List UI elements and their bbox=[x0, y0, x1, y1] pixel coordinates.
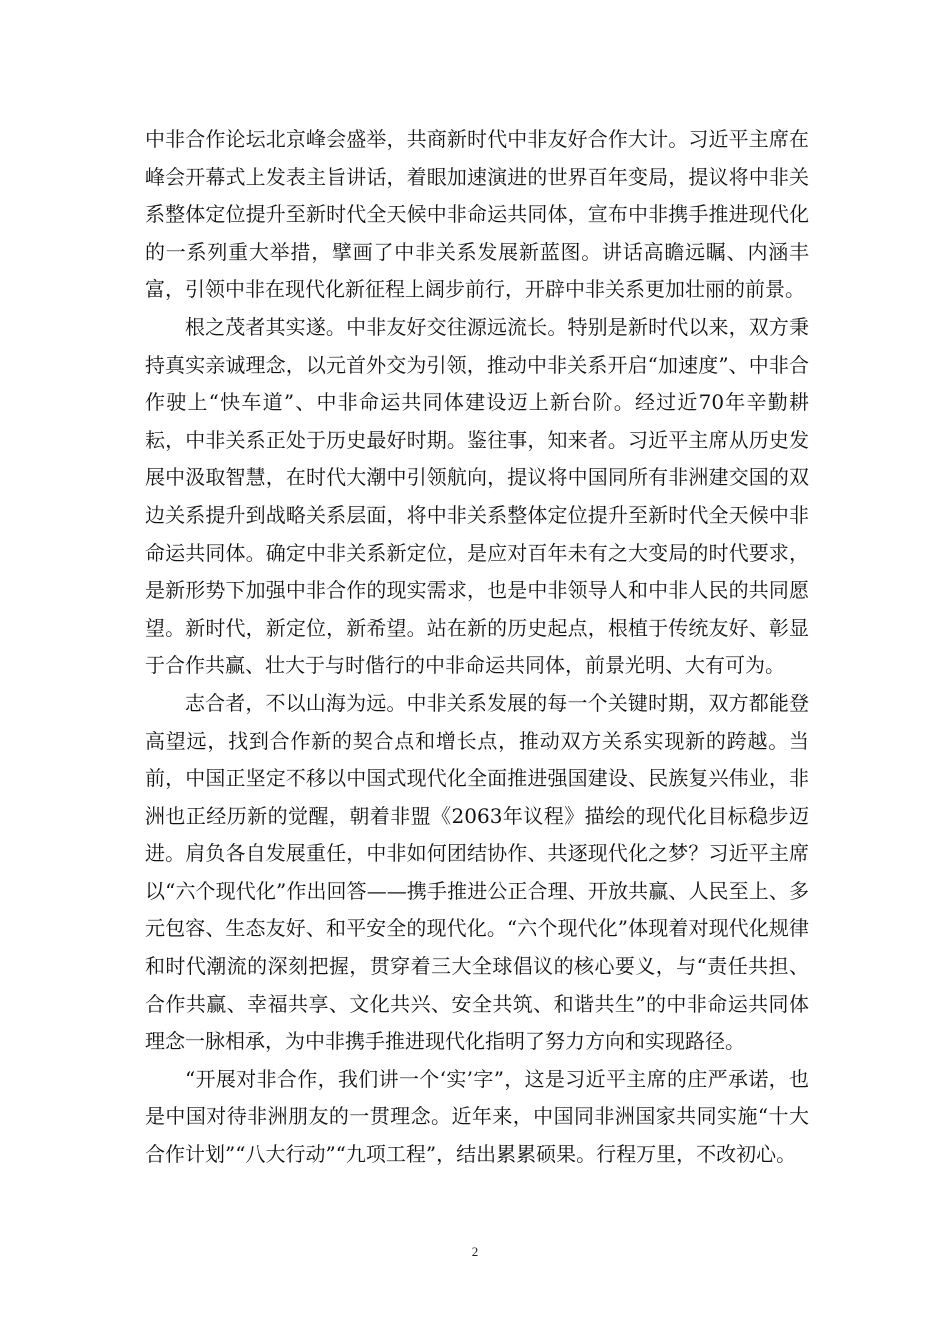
paragraph-1: 中非合作论坛北京峰会盛举，共商新时代中非友好合作大计。习近平主席在峰会开幕式上发表主旨讲话，着眼加速演进的世界百年变局，提议将中非关系整体定位提升至新时代全天候中非命运共同体，宣布中非携手推进现代化的一系列重大举措，擘画了中非关系发展新蓝图。讲话高瞻远瞩、内涵丰富，引领中非在现代化新征程上阔步前行，开辟中非关系更加壮丽的前景。 bbox=[145, 127, 809, 302]
document-body bbox=[145, 121, 809, 1174]
paragraph-3: 志合者，不以山海为远。中非关系发展的每一个关键时期，双方都能登高望远，找到合作新的契合点和增长点，推动双方关系实现新的跨越。当前，中国正坚定不移以中国式现代化全面推进强国建设、民族复兴伟业，非洲也正经历新的觉醒，朝着非盟《2063年议程》描绘的现代化目标稳步迈进。肩负各自发展重任，中非如何团结协作、共逐现代化之梦？习近平主席以“六个现代化”作出回答——携手推进公正合理、开放共赢、人民至上、多元包容、生态友好、和平安全的现代化。“六个现代化”体现着对现代化规律和时代潮流的深刻把握，贯穿着三大全球倡议的核心要义，与“责任共担、合作共赢、幸福共享、文化共兴、安全共筑、和谐共生”的中非命运共同体理念一脉相承，为中非携手推进现代化指明了努力方向和实现路径。 bbox=[145, 690, 809, 1054]
paragraph-4: “开展对非合作，我们讲一个‘实’字”，这是习近平主席的庄严承诺，也是中国对待非洲朋友的一贯理念。近年来，中国同非洲国家共同实施“十大合作计划”“八大行动”“九项工程”，结出累累硕果。行程万里，不改初心。 bbox=[145, 1066, 809, 1167]
page-number: 2 bbox=[471, 1244, 479, 1259]
paragraph-2: 根之茂者其实遂。中非友好交往源远流长。特别是新时代以来，双方秉持真实亲诚理念，以元首外交为引领，推动中非关系开启“加速度”、中非合作驶上“快车道”、中非命运共同体建设迈上新台阶。经过近70年辛勤耕耘，中非关系正处于历史最好时期。鉴往事，知来者。习近平主席从历史发展中汲取智慧，在时代大潮中引领航向，提议将中国同所有非洲建交国的双边关系提升到战略关系层面，将中非关系整体定位提升至新时代全天候中非命运共同体。确定中非关系新定位，是应对百年未有之大变局的时代要求，是新形势下加强中非合作的现实需求，也是中非领导人和中非人民的共同愿望。新时代，新定位，新希望。站在新的历史起点，根植于传统友好、彰显于合作共赢、壮大于与时偕行的中非命运共同体，前景光明、大有可为。 bbox=[145, 314, 809, 678]
